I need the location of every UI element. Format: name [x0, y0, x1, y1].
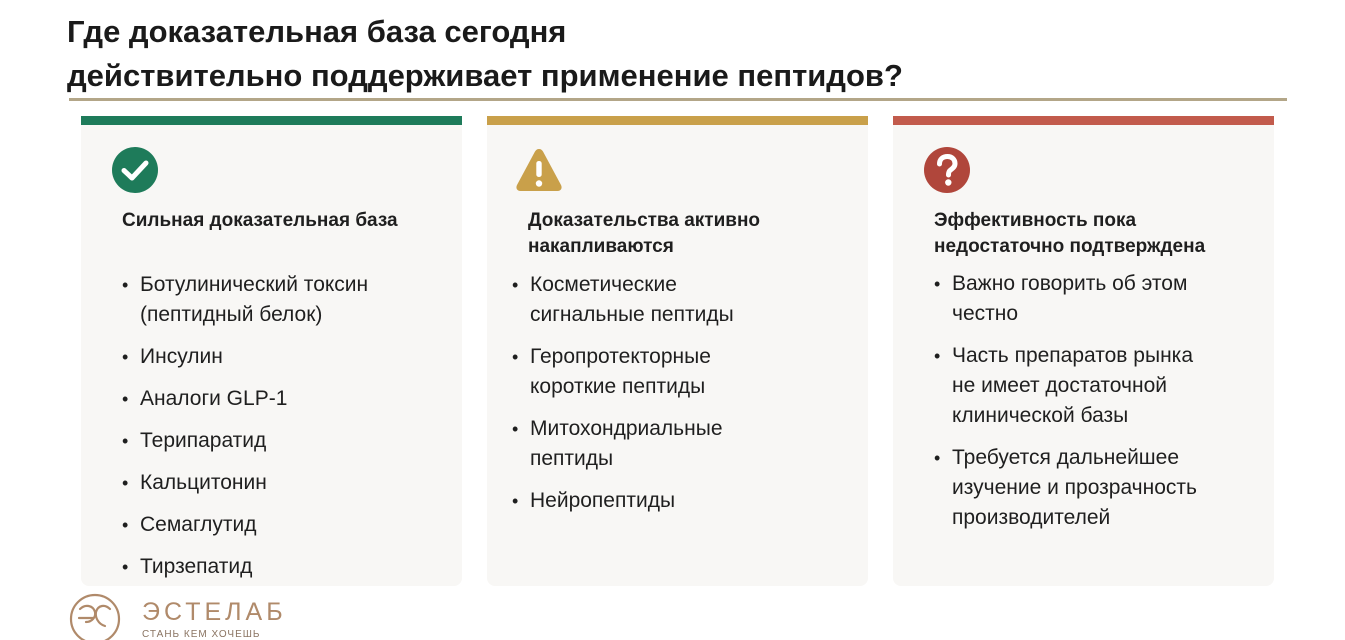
- title-line-2: действительно поддерживает применение пептидов?: [67, 58, 903, 93]
- list-item-line: короткие пептиды: [530, 375, 706, 398]
- list-item-line: честно: [952, 302, 1019, 325]
- card-accent-bar: [893, 116, 1274, 125]
- title-divider: [69, 98, 1287, 101]
- card-strong-evidence: [81, 116, 462, 586]
- card-insufficient-evidence: [893, 116, 1274, 586]
- brand-name: ЭСТЕЛАБ: [142, 598, 287, 626]
- list-item-line: • Геропротекторные: [530, 345, 711, 368]
- title-line-1: Где доказательная база сегодня: [67, 14, 567, 49]
- list-item-line: • Аналоги GLP-1: [140, 387, 288, 410]
- evidence-list: [122, 270, 442, 586]
- list-item-line: • Митохондриальные: [530, 417, 723, 440]
- list-item-line: производителей: [952, 506, 1111, 529]
- list-item-line: пептиды: [530, 447, 614, 470]
- list-item-line: сигнальные пептиды: [530, 303, 734, 326]
- card-accent-bar: [487, 116, 868, 125]
- card-heading: [528, 208, 760, 260]
- list-item-line: • Важно говорить об этом: [952, 272, 1188, 295]
- list-item-line: • Требуется дальнейшее: [952, 446, 1180, 469]
- card-heading-line: Доказательства активно: [528, 210, 761, 231]
- card-accent-bar: [81, 116, 462, 125]
- list-item-line: клинической базы: [952, 404, 1129, 427]
- list-item: [512, 486, 842, 516]
- list-item: [122, 270, 442, 330]
- list-item-line: не имеет достаточной: [952, 374, 1167, 397]
- evidence-list: [512, 270, 842, 528]
- list-item: [122, 510, 442, 540]
- card-heading-line: недостаточно подтверждена: [934, 236, 1206, 257]
- brand-logo: [68, 592, 328, 640]
- list-item: [122, 342, 442, 372]
- list-item-line: • Ботулинический токсин: [140, 273, 369, 296]
- list-item-line: изучение и прозрачность: [952, 476, 1197, 499]
- list-item-line: • Семаглутид: [140, 513, 257, 536]
- question-circle-icon: [923, 146, 971, 194]
- list-item-line: • Нейропептиды: [530, 489, 676, 512]
- list-item-line: • Инсулин: [140, 345, 223, 368]
- card-heading-line: накапливаются: [528, 236, 674, 257]
- list-item: [934, 443, 1254, 533]
- list-item: [122, 426, 442, 456]
- card-heading: [934, 208, 1205, 260]
- list-item-line: • Косметические: [530, 273, 677, 296]
- card-heading-line: Сильная доказательная база: [122, 210, 398, 231]
- brand-tagline: СТАНЬ КЕМ ХОЧЕШЬ: [142, 629, 261, 640]
- brand-mark-icon: [68, 592, 124, 640]
- list-item-line: • Кальцитонин: [140, 471, 267, 494]
- card-heading: [122, 208, 398, 234]
- list-item-line: • Часть препаратов рынка: [952, 344, 1193, 367]
- card-heading-line: Эффективность пока: [934, 210, 1137, 231]
- list-item-line: • Терипаратид: [140, 429, 267, 452]
- list-item: [512, 270, 842, 330]
- list-item: [934, 341, 1254, 431]
- list-item: [934, 269, 1254, 329]
- list-item: [122, 468, 442, 498]
- list-item-line: (пептидный белок): [140, 303, 323, 326]
- list-item: [512, 414, 842, 474]
- card-accumulating-evidence: [487, 116, 868, 586]
- list-item: [122, 384, 442, 414]
- list-item: [122, 552, 442, 582]
- warning-triangle-icon: [515, 146, 563, 194]
- list-item-line: • Тирзепатид: [140, 555, 253, 578]
- list-item: [512, 342, 842, 402]
- page-title: [67, 10, 1217, 98]
- evidence-list: [934, 269, 1254, 545]
- check-circle-icon: [111, 146, 159, 194]
